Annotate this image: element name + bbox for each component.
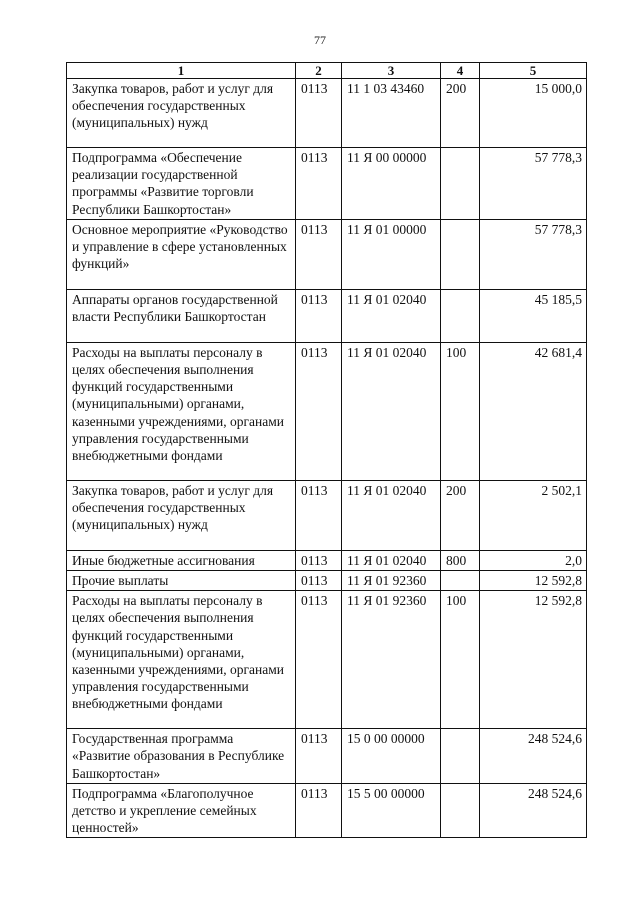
row-name: Подпрограмма «Благополучное детство и укрепление семейных ценностей» xyxy=(67,783,296,838)
table-row xyxy=(67,571,587,591)
row-expense-type: 200 xyxy=(441,79,480,148)
row-amount: 2,0 xyxy=(480,550,587,570)
header-col-3: 3 xyxy=(342,63,441,79)
row-section-code: 0113 xyxy=(296,480,342,550)
row-expense-type xyxy=(441,148,480,220)
page-number: 77 xyxy=(314,33,326,47)
table-body xyxy=(67,79,587,838)
table-row xyxy=(67,729,587,784)
row-section-code: 0113 xyxy=(296,342,342,480)
budget-table xyxy=(66,62,587,838)
row-target-code: 11 Я 01 02040 xyxy=(342,342,441,480)
row-target-code: 11 Я 01 00000 xyxy=(342,219,441,289)
row-section-code: 0113 xyxy=(296,783,342,838)
row-name: Подпрограмма «Обеспечение реализации государственной программы «Развитие торговли Республики Башкортостан» xyxy=(67,148,296,220)
row-amount: 2 502,1 xyxy=(480,480,587,550)
table-row xyxy=(67,480,587,550)
table-row xyxy=(67,783,587,838)
row-target-code: 11 Я 01 02040 xyxy=(342,550,441,570)
row-section-code: 0113 xyxy=(296,591,342,729)
header-col-2: 2 xyxy=(296,63,342,79)
table-row xyxy=(67,342,587,480)
table-row xyxy=(67,550,587,570)
row-name: Расходы на выплаты персоналу в целях обеспечения выполнения функций государственными (муниципальными) органами, казенными учреждениями, органами управления государственными внебюджетными фондами xyxy=(67,342,296,480)
row-expense-type: 100 xyxy=(441,591,480,729)
row-amount: 45 185,5 xyxy=(480,289,587,342)
row-name: Иные бюджетные ассигнования xyxy=(67,550,296,570)
row-section-code: 0113 xyxy=(296,550,342,570)
row-amount: 248 524,6 xyxy=(480,729,587,784)
row-expense-type xyxy=(441,219,480,289)
row-section-code: 0113 xyxy=(296,148,342,220)
row-name: Основное мероприятие «Руководство и управление в сфере установленных функций» xyxy=(67,219,296,289)
row-expense-type xyxy=(441,571,480,591)
row-amount: 248 524,6 xyxy=(480,783,587,838)
header-col-4: 4 xyxy=(441,63,480,79)
row-target-code: 11 Я 01 02040 xyxy=(342,480,441,550)
row-expense-type: 800 xyxy=(441,550,480,570)
row-target-code: 11 Я 01 92360 xyxy=(342,591,441,729)
row-name: Закупка товаров, работ и услуг для обеспечения государственных (муниципальных) нужд xyxy=(67,480,296,550)
row-amount: 42 681,4 xyxy=(480,342,587,480)
table-row xyxy=(67,219,587,289)
table-row xyxy=(67,79,587,148)
header-col-5: 5 xyxy=(480,63,587,79)
row-target-code: 11 1 03 43460 xyxy=(342,79,441,148)
header-row xyxy=(67,63,587,79)
row-amount: 15 000,0 xyxy=(480,79,587,148)
row-name: Расходы на выплаты персоналу в целях обеспечения выполнения функций государственными (муниципальными) органами, казенными учреждениями, органами управления государственными внебюджетными фондами xyxy=(67,591,296,729)
row-expense-type xyxy=(441,729,480,784)
row-section-code: 0113 xyxy=(296,79,342,148)
row-target-code: 15 0 00 00000 xyxy=(342,729,441,784)
table-row xyxy=(67,148,587,220)
table-header xyxy=(67,63,587,79)
row-section-code: 0113 xyxy=(296,571,342,591)
row-name: Государственная программа «Развитие образования в Республике Башкортостан» xyxy=(67,729,296,784)
row-amount: 12 592,8 xyxy=(480,591,587,729)
row-amount: 57 778,3 xyxy=(480,219,587,289)
row-expense-type xyxy=(441,783,480,838)
row-name: Прочие выплаты xyxy=(67,571,296,591)
row-expense-type: 200 xyxy=(441,480,480,550)
row-section-code: 0113 xyxy=(296,729,342,784)
row-expense-type: 100 xyxy=(441,342,480,480)
row-section-code: 0113 xyxy=(296,289,342,342)
row-section-code: 0113 xyxy=(296,219,342,289)
header-col-1: 1 xyxy=(67,63,296,79)
row-expense-type xyxy=(441,289,480,342)
row-amount: 12 592,8 xyxy=(480,571,587,591)
table-row xyxy=(67,591,587,729)
row-amount: 57 778,3 xyxy=(480,148,587,220)
row-target-code: 15 5 00 00000 xyxy=(342,783,441,838)
row-name: Аппараты органов государственной власти Республики Башкортостан xyxy=(67,289,296,342)
row-target-code: 11 Я 01 92360 xyxy=(342,571,441,591)
row-name: Закупка товаров, работ и услуг для обеспечения государственных (муниципальных) нужд xyxy=(67,79,296,148)
row-target-code: 11 Я 01 02040 xyxy=(342,289,441,342)
table-row xyxy=(67,289,587,342)
row-target-code: 11 Я 00 00000 xyxy=(342,148,441,220)
